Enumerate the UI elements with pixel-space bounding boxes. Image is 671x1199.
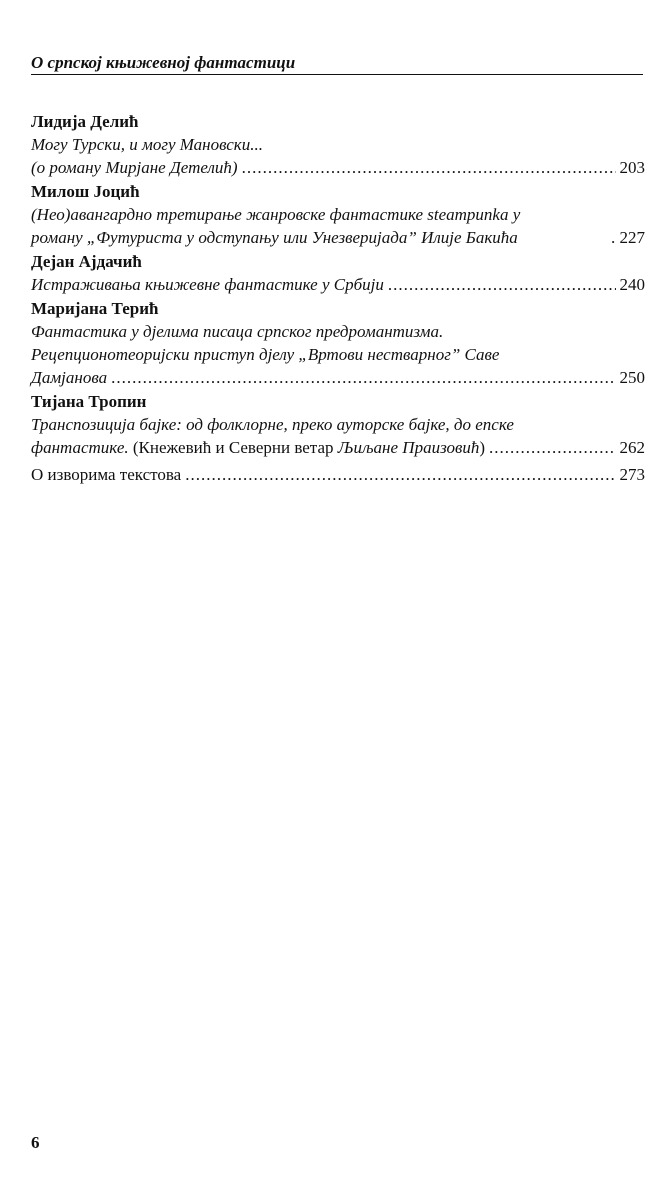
entry-title: Транспозиција бајке: од фолклорне, преко ауторске бајке, до епске — [31, 415, 514, 434]
entry-title: (Нео)авангардно третирање жанровске фантастике steampunka у — [31, 205, 521, 224]
table-of-contents — [31, 110, 645, 486]
entry-title-italic-author: Љиљане Праизовић — [337, 438, 480, 457]
page-ref: 240 — [619, 275, 645, 294]
dot-leader — [489, 436, 615, 459]
page-ref: . 227 — [611, 228, 645, 247]
author-name: Тијана Тропин — [31, 392, 147, 411]
author-name: Маријана Терић — [31, 299, 159, 318]
entry-title-close: ) — [479, 438, 486, 457]
dot-leader — [388, 273, 616, 296]
author-name: Милош Јоцић — [31, 182, 140, 201]
entry-title-leader — [31, 156, 645, 179]
toc-entry-delic — [31, 110, 645, 179]
sources-label: О изворима текстова — [31, 465, 182, 484]
entry-title-leader — [31, 273, 645, 296]
entry-title: Истраживања књижевне фантастике у Србији — [31, 275, 384, 294]
dot-leader — [111, 366, 615, 389]
entry-title: Могу Турски, и могу Мановски... — [31, 135, 263, 154]
author-name: Лидија Делић — [31, 112, 139, 131]
dot-leader — [242, 156, 616, 179]
toc-entry-teric — [31, 297, 645, 389]
dot-leader — [185, 463, 615, 486]
author-name: Дејан Ајдачић — [31, 252, 142, 271]
entry-subtitle: роману „Футуриста у одступању или Унезверијада” Илије Бакића — [31, 228, 518, 247]
toc-entry-jocic — [31, 180, 645, 249]
entry-title-leader — [31, 226, 645, 249]
entry-title-plain: (Кнежевић и Северни ветар — [128, 438, 338, 457]
page-ref: 273 — [619, 465, 645, 484]
page-number: 6 — [31, 1133, 40, 1152]
entry-title-cont: Рецепционотеоријски приступ дјелу „Вртови нестварног” Саве — [31, 345, 500, 364]
entry-title-leader — [31, 436, 645, 459]
toc-entry-sources — [31, 463, 645, 486]
entry-title-leader — [31, 366, 645, 389]
entry-title-end: Дамјанова — [31, 368, 108, 387]
page-ref: 262 — [619, 438, 645, 457]
entry-title-cont — [31, 436, 485, 459]
entry-title-italic: фантастике. — [31, 438, 129, 457]
toc-entry-ajdacic — [31, 250, 645, 296]
page-ref: 203 — [619, 158, 645, 177]
page-ref: 250 — [619, 368, 645, 387]
entry-subtitle: (о роману Мирјане Детелић) — [31, 158, 238, 177]
entry-title: Фантастика у дјелима писаца српског предромантизма. — [31, 322, 444, 341]
toc-entry-tropin — [31, 390, 645, 459]
running-header: О српској књижевној фантастици — [31, 53, 643, 75]
